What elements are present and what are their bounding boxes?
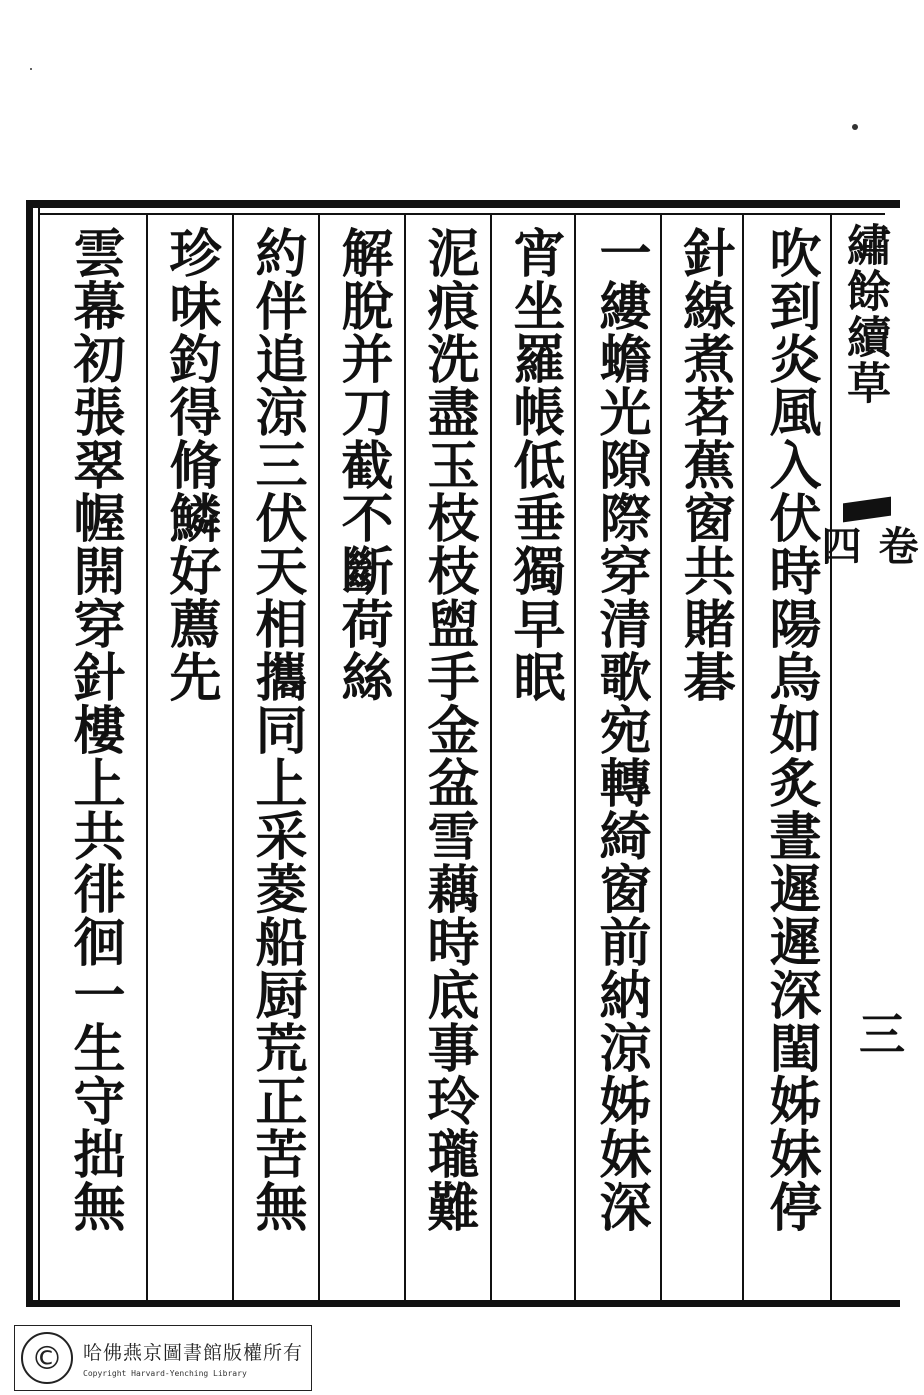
column-text: 泥痕洗盡玉枝枝盥手金盆雪藕時底事玲瓏難 bbox=[418, 226, 479, 1233]
column-text: 針線煮茗蕉窗共賭碁 bbox=[674, 226, 735, 703]
copyright-icon: © bbox=[21, 1332, 73, 1384]
running-title: 繡餘續草 bbox=[839, 222, 890, 406]
column-rule bbox=[660, 215, 662, 1300]
column-rule bbox=[742, 215, 744, 1300]
page-border-bottom bbox=[26, 1300, 900, 1307]
column-rule bbox=[232, 215, 234, 1300]
copyright-chinese: 哈佛燕京圖書館版權所有 bbox=[83, 1342, 304, 1364]
column-text: 宵坐羅帳低垂獨早眠 bbox=[504, 226, 565, 703]
page-border-top bbox=[26, 200, 900, 208]
ink-speck bbox=[30, 68, 32, 70]
column-text: 吹到炎風入伏時陽烏如炙晝遲遲深閨姊妹停 bbox=[760, 226, 821, 1233]
text-column-7 bbox=[244, 226, 308, 1233]
fish-tail-mark bbox=[843, 497, 891, 523]
page-border-left bbox=[26, 200, 33, 1307]
ink-speck bbox=[852, 124, 858, 130]
copyright-english: Copyright Harvard-Yenching Library bbox=[83, 1369, 247, 1378]
text-column-9 bbox=[62, 226, 126, 1233]
page-border-left-inner bbox=[38, 205, 40, 1305]
copyright-text bbox=[83, 1338, 303, 1378]
column-rule bbox=[404, 215, 406, 1300]
fold-mark bbox=[815, 500, 919, 580]
column-rule bbox=[574, 215, 576, 1300]
column-rule bbox=[318, 215, 320, 1300]
page-border-top-inner bbox=[40, 213, 885, 215]
text-column-6 bbox=[330, 226, 394, 703]
text-column-3 bbox=[588, 226, 652, 1233]
text-column-5 bbox=[416, 226, 480, 1233]
column-text: 一縷蟾光隙際穿清歌宛轉綺窗前納涼姊妹深 bbox=[590, 226, 651, 1233]
column-rule bbox=[146, 215, 148, 1300]
copyright-notice bbox=[14, 1325, 312, 1391]
column-text: 約伴追涼三伏天相攜同上采菱船厨荒正苦無 bbox=[246, 226, 307, 1233]
column-rule bbox=[490, 215, 492, 1300]
text-column-4 bbox=[502, 226, 566, 703]
volume-label: 卷四 bbox=[815, 525, 919, 566]
page-number: 三 bbox=[852, 1010, 906, 1056]
column-text: 珍味釣得脩鱗好薦先 bbox=[160, 226, 221, 703]
column-text: 解脫并刀截不斷荷絲 bbox=[332, 226, 393, 703]
text-column-1 bbox=[758, 226, 822, 1233]
text-column-8 bbox=[158, 226, 222, 703]
text-column-2 bbox=[672, 226, 736, 703]
column-text: 雲幕初張翠幄開穿針樓上共徘徊一生守拙無 bbox=[64, 226, 125, 1233]
